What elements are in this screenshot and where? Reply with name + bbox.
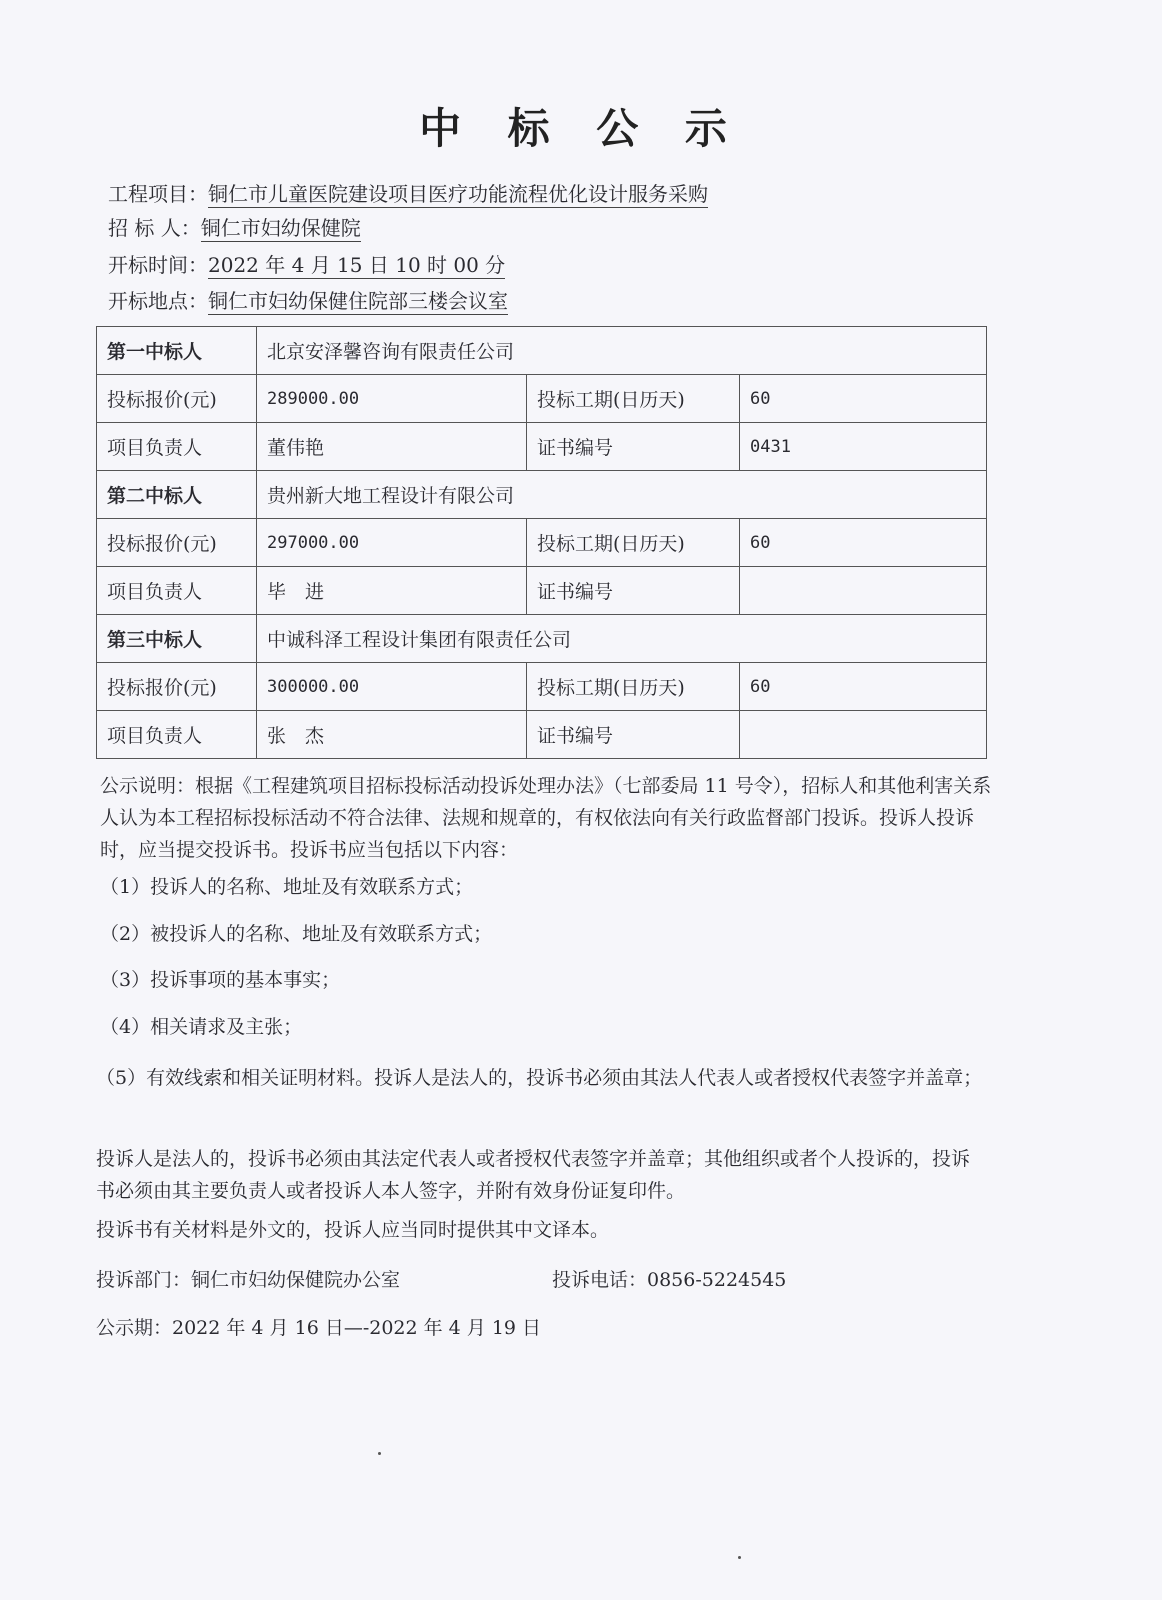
manager-label: 项目负责人 — [97, 423, 257, 471]
period-value: 60 — [740, 519, 987, 567]
rank-label: 第一中标人 — [97, 327, 257, 375]
price-value: 300000.00 — [257, 663, 527, 711]
table-row — [97, 423, 987, 471]
table-row — [97, 375, 987, 423]
cert-label: 证书编号 — [527, 423, 740, 471]
scan-speck — [378, 1452, 381, 1455]
rank-label: 第二中标人 — [97, 471, 257, 519]
table-row — [97, 567, 987, 615]
period-label: 投标工期(日历天) — [527, 663, 740, 711]
manager-label: 项目负责人 — [97, 567, 257, 615]
notice-paragraph: 投诉人是法人的，投诉书必须由其法定代表人或者授权代表签字并盖章；其他组织或者个人投诉的，投诉书必须由其主要负责人或者投诉人本人签字，并附有效身份证复印件。 — [96, 1148, 971, 1202]
period-label: 投标工期(日历天) — [527, 519, 740, 567]
period-label: 投标工期(日历天) — [527, 375, 740, 423]
cert-label: 证书编号 — [527, 711, 740, 759]
notice-item: （1）投诉人的名称、地址及有效联系方式； — [100, 876, 474, 898]
info-label: 工程项目： — [108, 182, 208, 206]
table-row — [97, 471, 987, 519]
company-name: 北京安泽馨咨询有限责任公司 — [257, 327, 987, 375]
notice-item: （5）有效线索和相关证明材料。投诉人是法人的，投诉书必须由其法人代表人或者授权代表签字并盖章； — [96, 1067, 983, 1089]
info-value: 铜仁市妇幼保健住院部三楼会议室 — [208, 289, 508, 313]
price-label: 投标报价(元) — [97, 375, 257, 423]
scan-speck — [738, 1556, 741, 1559]
notice-paragraph: 投诉书有关材料是外文的，投诉人应当同时提供其中文译本。 — [96, 1219, 610, 1241]
manager-name: 张 杰 — [257, 711, 527, 759]
info-tenderer — [108, 212, 361, 244]
table-row — [97, 663, 987, 711]
info-value: 铜仁市妇幼保健院 — [200, 216, 361, 240]
manager-name: 董伟艳 — [257, 423, 527, 471]
info-open-time — [108, 249, 505, 281]
table-row — [97, 615, 987, 663]
publicity-period: 公示期：2022 年 4 月 16 日—-2022 年 4 月 19 日 — [96, 1317, 542, 1339]
complaint-department: 投诉部门：铜仁市妇幼保健院办公室 — [96, 1269, 401, 1291]
info-label: 开标时间： — [108, 253, 208, 277]
info-value: 铜仁市儿童医院建设项目医疗功能流程优化设计服务采购 — [208, 182, 708, 206]
rank-label: 第三中标人 — [97, 615, 257, 663]
price-value: 289000.00 — [257, 375, 527, 423]
manager-name: 毕 进 — [257, 567, 527, 615]
notice-item: （3）投诉事项的基本事实； — [100, 969, 341, 991]
period-value: 60 — [740, 663, 987, 711]
notice-intro: 公示说明：根据《工程建筑项目招标投标活动投诉处理办法》（七部委局 11 号令），招标人和其他利害关系人认为本工程招标投标活动不符合法律、法规和规章的，有权依法向有关行政监督部门投诉。投诉人投诉时，应当提交投诉书。投诉书应当包括以下内容： — [100, 775, 992, 861]
info-value: 2022 年 4 月 15 日 10 时 00 分 — [208, 253, 506, 277]
table-row — [97, 519, 987, 567]
price-label: 投标报价(元) — [97, 519, 257, 567]
info-project — [108, 178, 708, 210]
notice-item: （2）被投诉人的名称、地址及有效联系方式； — [100, 923, 493, 945]
page-title: 中 标 公 示 — [419, 104, 743, 153]
notice-item: （4）相关请求及主张； — [100, 1016, 303, 1038]
winning-bidders-table — [96, 326, 987, 759]
cert-value: 0431 — [740, 423, 987, 471]
cert-label: 证书编号 — [527, 567, 740, 615]
info-open-place — [108, 285, 508, 317]
company-name: 贵州新大地工程设计有限公司 — [257, 471, 987, 519]
period-value: 60 — [740, 375, 987, 423]
table-row — [97, 327, 987, 375]
company-name: 中诚科泽工程设计集团有限责任公司 — [257, 615, 987, 663]
info-label: 招 标 人： — [108, 216, 201, 240]
table-row — [97, 711, 987, 759]
manager-label: 项目负责人 — [97, 711, 257, 759]
cert-value — [740, 711, 987, 759]
price-value: 297000.00 — [257, 519, 527, 567]
complaint-phone: 投诉电话：0856-5224545 — [552, 1269, 787, 1291]
price-label: 投标报价(元) — [97, 663, 257, 711]
cert-value — [740, 567, 987, 615]
info-label: 开标地点： — [108, 289, 208, 313]
